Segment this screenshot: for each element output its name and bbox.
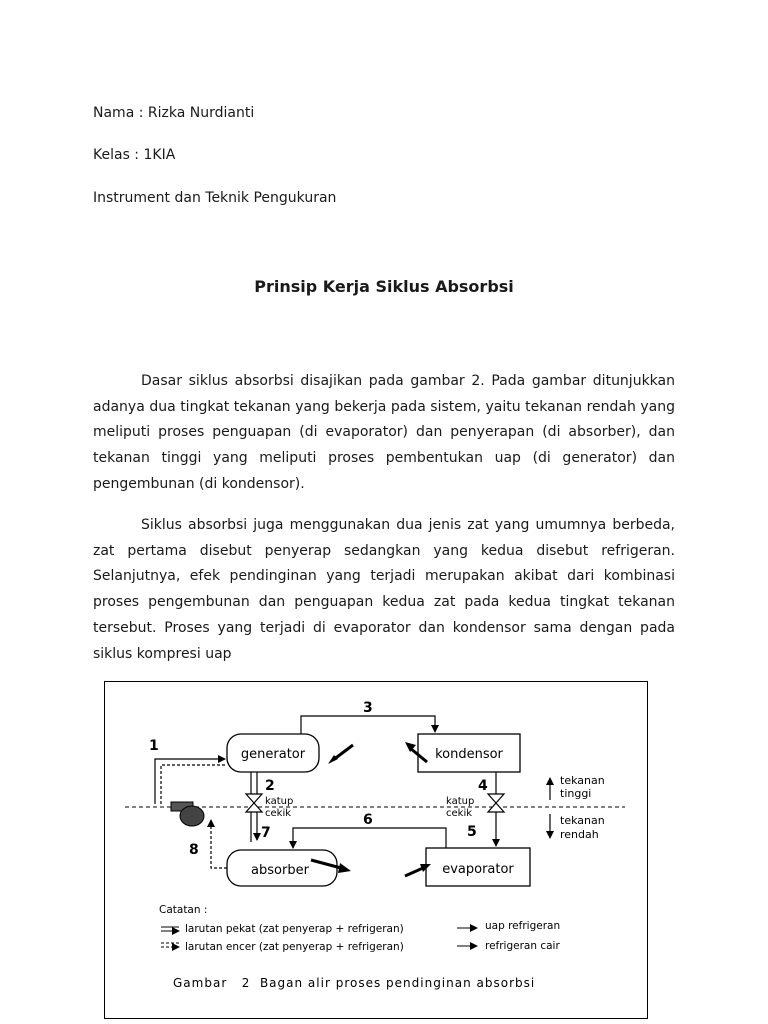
low-pressure-label-2: rendah	[560, 828, 599, 841]
flow-number-7: 7	[261, 825, 271, 841]
paragraph-1: Dasar siklus absorbsi disajikan pada gambar 2. Pada gambar ditunjukkan adanya dua tingkat tekanan yang bekerja pada sistem, yaitu tekanan rendah yang meliputi proses penguapan (di evaporator) dan penyerapan (di absorber), dan tekanan tinggi yang meliputi proses pembentukan uap (di generator) dan pengembunan (di kondensor).	[93, 373, 675, 492]
paragraph-2: Siklus absorbsi juga menggunakan dua jenis zat yang umumnya berbeda, zat pertama disebut penyerap sedangkan yang kedua disebut refrigeran. Selanjutnya, efek pendinginan yang terjadi merupakan akibat dari kombinasi proses pengembunan dan penguapan kedua zat pada kedua tingkat tekanan tersebut. Proses yang terjadi di evaporator dan kondensor sama dengan pada siklus kompresi uap	[93, 517, 675, 662]
legend-item-uap: uap refrigeran	[485, 920, 561, 932]
valve-2-label-katup: katup	[446, 796, 475, 807]
flow-8-line	[211, 820, 227, 868]
valve-1-label-katup: katup	[265, 796, 294, 807]
absorption-cycle-figure	[104, 681, 648, 1019]
absorber-label: absorber	[251, 863, 309, 878]
evaporator-label: evaporator	[442, 862, 514, 877]
valve-1-icon	[246, 794, 262, 812]
flow-1-dashed-line	[161, 765, 225, 804]
student-name: Nama : Rizka Nurdianti	[93, 105, 255, 121]
legend-item-pekat: larutan pekat (zat penyerap + refrigeran)	[185, 923, 404, 935]
valve-2-icon	[488, 794, 504, 812]
flow-number-3: 3	[363, 700, 373, 716]
kondensor-label: kondensor	[435, 747, 503, 762]
flow-1-line	[155, 759, 225, 804]
legend-item-encer: larutan encer (zat penyerap + refrigeran)	[185, 941, 404, 953]
valve-1-label-cekik: cekik	[265, 808, 292, 819]
figure-caption: Gambar 2 Bagan alir proses pendinginan absorbsi	[173, 976, 536, 990]
flow-6-line	[293, 828, 446, 848]
evaporator-heat-arrow	[405, 868, 423, 876]
flow-number-2: 2	[265, 778, 275, 794]
high-pressure-label-1: tekanan	[560, 774, 605, 787]
flow-number-8: 8	[189, 842, 199, 858]
valve-2-label-cekik: cekik	[446, 808, 473, 819]
generator-label: generator	[240, 747, 306, 762]
flow-number-4: 4	[478, 778, 488, 794]
document-title: Prinsip Kerja Siklus Absorbsi	[254, 277, 514, 296]
legend-item-cair: refrigeran cair	[485, 940, 560, 952]
flow-number-6: 6	[363, 812, 373, 828]
absorption-diagram	[105, 682, 647, 1018]
flow-number-5: 5	[467, 824, 477, 840]
flow-3-vapor-line	[301, 716, 435, 734]
flow-number-1: 1	[149, 738, 159, 754]
course-name: Instrument dan Teknik Pengukuran	[93, 190, 337, 206]
pump-icon	[180, 806, 204, 826]
high-pressure-label-2: tinggi	[560, 787, 592, 800]
absorber-heat-arrowhead	[338, 863, 351, 873]
student-class: Kelas : 1KIA	[93, 147, 176, 163]
low-pressure-label-1: tekanan	[560, 814, 605, 827]
legend-heading: Catatan :	[159, 904, 208, 916]
